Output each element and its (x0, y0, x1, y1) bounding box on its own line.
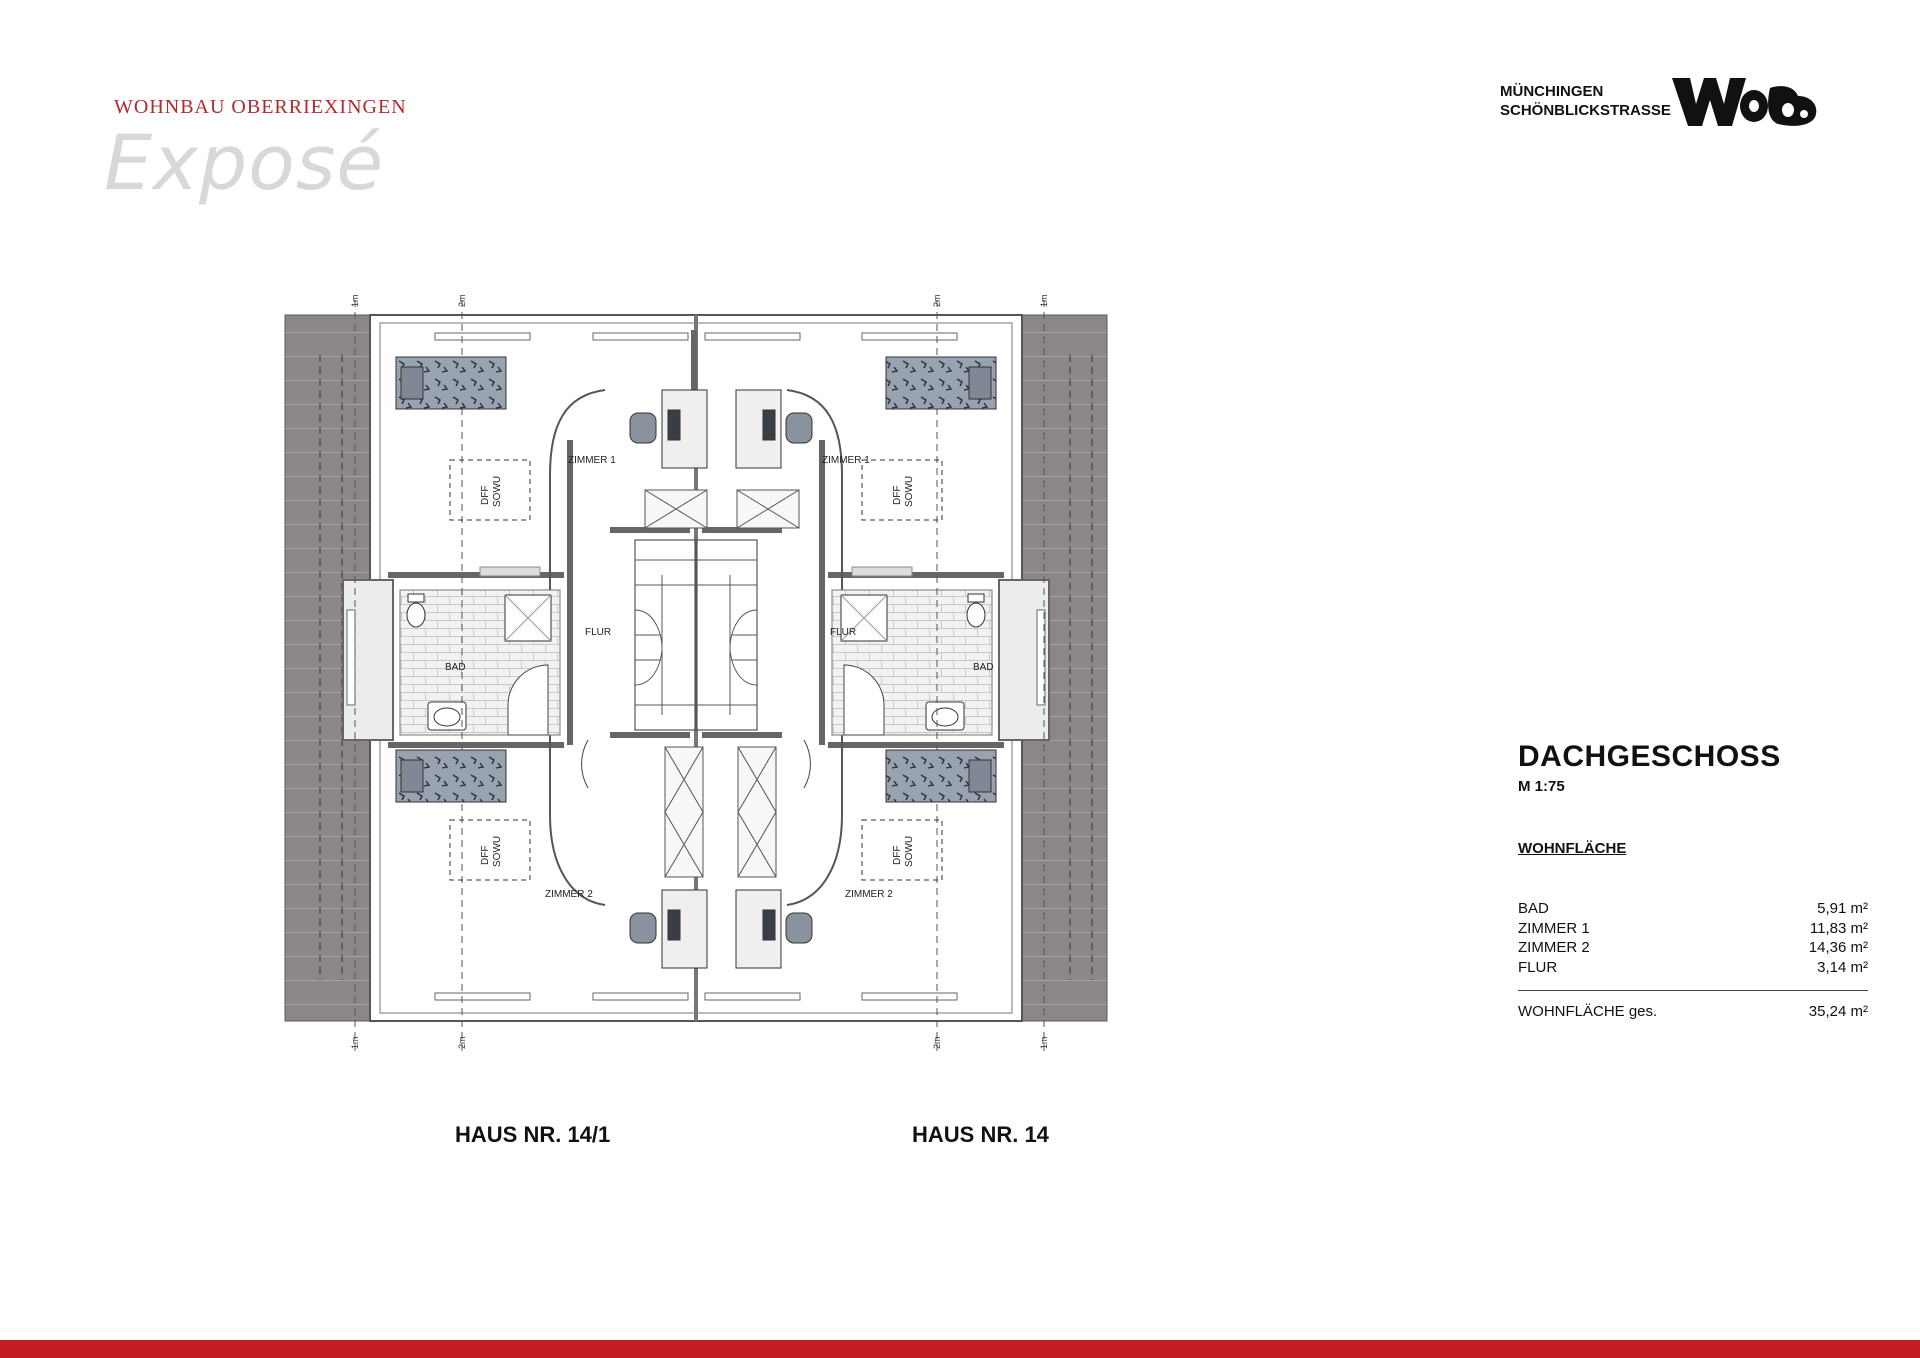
area-value: 14,36 m² (1808, 939, 1868, 956)
label-dff: DFF (480, 845, 491, 865)
area-table (1518, 900, 1868, 978)
label-dff: DFF (892, 485, 903, 505)
house-label-left: HAUS NR. 14/1 (455, 1122, 611, 1147)
dim-label: 2m (457, 294, 467, 307)
area-label: FLUR (1518, 958, 1558, 976)
floor-scale: M 1:75 (1518, 778, 1565, 795)
dim-label: 1m (350, 294, 360, 307)
label-zimmer1-left: ZIMMER 1 (568, 455, 616, 466)
area-total-value: 35,24 m² (1808, 1003, 1868, 1020)
label-zimmer1-right: ZIMMER 1 (822, 455, 870, 466)
area-value: 3,14 m² (1817, 958, 1868, 976)
dim-label: 2m (932, 294, 942, 307)
footer-bar (0, 1340, 1920, 1358)
area-row (1518, 900, 1868, 920)
label-sowu: SOWU (904, 835, 915, 867)
label-flur-left: FLUR (585, 627, 612, 638)
dim-label: 1m (1039, 1036, 1049, 1049)
label-flur-right: FLUR (830, 627, 857, 638)
logo-text: WOB (1670, 70, 1673, 71)
dim-label: 1m (350, 1036, 360, 1049)
company-name: WOHNBAU OBERRIEXINGEN (114, 96, 407, 118)
area-label: ZIMMER 2 (1518, 939, 1590, 956)
location-street: SCHÖNBLICKSTRASSE (1500, 102, 1671, 119)
label-bad-left: BAD (445, 662, 466, 673)
label-zimmer2-right: ZIMMER 2 (845, 889, 893, 900)
dim-label: 1m (1039, 294, 1049, 307)
floor-title: DACHGESCHOSS (1518, 740, 1781, 773)
dim-label: 2m (932, 1036, 942, 1049)
floor-plan (270, 285, 1170, 1065)
label-sowu: SOWU (904, 475, 915, 507)
area-row (1518, 959, 1868, 979)
area-heading: WOHNFLÄCHE (1518, 840, 1627, 857)
area-total-label: WOHNFLÄCHE ges. (1518, 1003, 1658, 1020)
area-label: BAD (1518, 900, 1549, 917)
area-row (1518, 920, 1868, 940)
label-zimmer2-left: ZIMMER 2 (545, 889, 593, 900)
house-label-right: HAUS NR. 14 (912, 1122, 1049, 1147)
label-bad-right: BAD (973, 662, 994, 673)
area-value: 11,83 m² (1809, 919, 1868, 937)
area-value: 5,91 m² (1817, 900, 1868, 917)
area-label: ZIMMER 1 (1518, 919, 1590, 937)
label-dff: DFF (480, 485, 491, 505)
location (1500, 82, 1671, 120)
label-dff: DFF (892, 845, 903, 865)
dim-label: 2m (457, 1036, 467, 1049)
document-type: Exposé (104, 118, 385, 207)
label-sowu: SOWU (492, 835, 503, 867)
label-sowu: SOWU (492, 475, 503, 507)
company-logo (1670, 70, 1820, 132)
area-total-row (1518, 990, 1868, 1020)
area-row (1518, 939, 1868, 959)
location-town: MÜNCHINGEN (1500, 83, 1604, 100)
